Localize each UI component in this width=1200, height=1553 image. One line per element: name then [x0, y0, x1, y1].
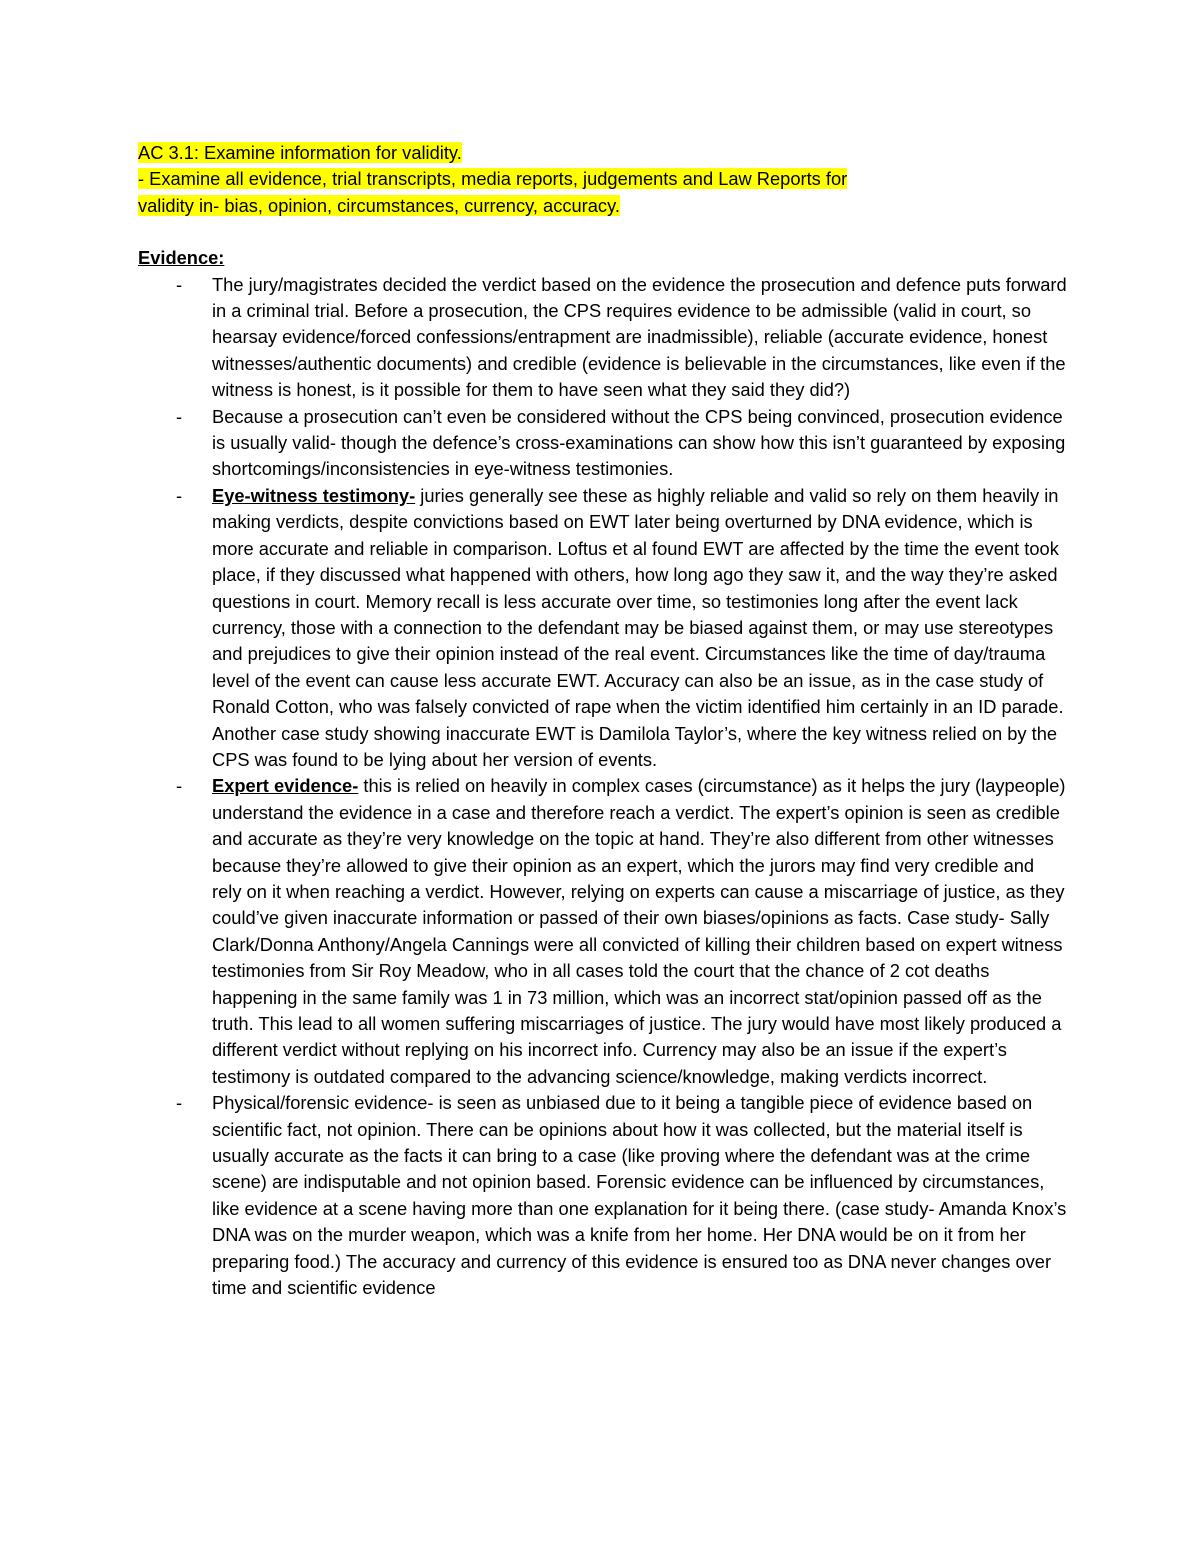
bullet-dash: - [176, 1092, 183, 1114]
list-item [138, 1090, 1068, 1301]
bullet-text: Because a prosecution can’t even be considered without the CPS being convinced, prosecution evidence is usually valid- though the defence’s cross-examinations can show how this isn’t guaranteed by exposing shortcomings/inconsistencies in eye-witness testimonies. [212, 405, 1066, 480]
evidence-bullet-list [138, 272, 1068, 1302]
bullet-text: Physical/forensic evidence- is seen as unbiased due to it being a tangible piece of evidence based on scientific fact, not opinion. There can be opinions about how it was collected, but the material itself is usually accurate as the facts it can bring to a case (like proving where the defendant was at the crime scene) are indisputable and not opinion based. Forensic evidence can be influenced by circumstances, like evidence at a scene having more than one explanation for it being there. (case study- Amanda Knox’s DNA was on the murder weapon, which was a knife from her home. Her DNA would be on it from her preparing food.) The accuracy and currency of this evidence is ensured too as DNA never changes over time and scientific evidence [212, 1092, 1067, 1299]
criteria-title: AC 3.1: Examine information for validity. [138, 142, 462, 163]
assessment-criteria-header [138, 140, 1068, 219]
list-item [138, 773, 1068, 1090]
bullet-text: juries generally see these as highly reliable and valid so rely on them heavily in making verdicts, despite convictions based on EWT later being overturned by DNA evidence, which is more accurate and reliable in comparison. Loftus et al found EWT are affected by the time the event took place, if they discussed what happened with others, how long ago they saw it, and the way they’re asked questions in court. Memory recall is less accurate over time, so testimonies long after the event lack currency, those with a connection to the defendant may be biased against them, or may use stereotypes and prejudices to give their opinion instead of the real event. Circumstances like the time of day/trauma level of the event can cause less accurate EWT. Accuracy can also be an issue, as in the case study of Ronald Cotton, who was falsely convicted of rape when the victim identified him certainly in an ID parade. Another case study showing inaccurate EWT is Damilola Taylor’s, where the key witness relied on by the CPS was found to be lying about her version of events. [212, 484, 1064, 770]
bullet-term-expert: Expert evidence- [212, 775, 359, 797]
document-page [138, 140, 1068, 1301]
bullet-dash: - [176, 775, 183, 797]
bullet-dash: - [176, 405, 183, 427]
bullet-text: this is relied on heavily in complex cases (circumstance) as it helps the jury (laypeople) understand the evidence in a case and therefore reach a verdict. The expert’s opinion is seen as credible and accurate as they’re very knowledge on the topic at hand. They’re also different from other witnesses because they’re allowed to give their opinion as an expert, which the jurors may find very credible and rely on it when reaching a verdict. However, relying on experts can cause a miscarriage of justice, as they could’ve given inaccurate information or passed of their own biases/opinions as facts. Case study- Sally Clark/Donna Anthony/Angela Cannings were all convicted of killing their children based on expert witness testimonies from Sir Roy Meadow, who in all cases told the court that the chance of 2 cot deaths happening in the same family was 1 in 73 million, which was an incorrect stat/opinion passed off as the truth. This lead to all women suffering miscarriages of justice. The jury would have most likely produced a different verdict without replying on his incorrect info. Currency may also be an issue if the expert’s testimony is outdated compared to the advancing science/knowledge, making verdicts incorrect. [212, 775, 1066, 1087]
criteria-description-line-2: validity in- bias, opinion, circumstances, currency, accuracy. [138, 194, 620, 216]
section-heading-evidence: Evidence: [138, 247, 225, 269]
list-item [138, 483, 1068, 773]
list-item [138, 272, 1068, 404]
bullet-term-eye-witness: Eye-witness testimony- [212, 484, 416, 506]
bullet-dash: - [176, 484, 183, 506]
criteria-description-line-1: - Examine all evidence, trial transcripts, media reports, judgements and Law Reports for [138, 168, 848, 190]
bullet-text: The jury/magistrates decided the verdict based on the evidence the prosecution and defence puts forward in a criminal trial. Before a prosecution, the CPS requires evidence to be admissible (valid in court, so hearsay evidence/forced confessions/entrapment are inadmissible), reliable (accurate evidence, honest witnesses/authentic documents) and credible (evidence is believable in the circumstances, like even if the witness is honest, is it possible for them to have seen what they said they did?) [212, 273, 1067, 401]
list-item [138, 404, 1068, 483]
bullet-dash: - [176, 273, 183, 295]
